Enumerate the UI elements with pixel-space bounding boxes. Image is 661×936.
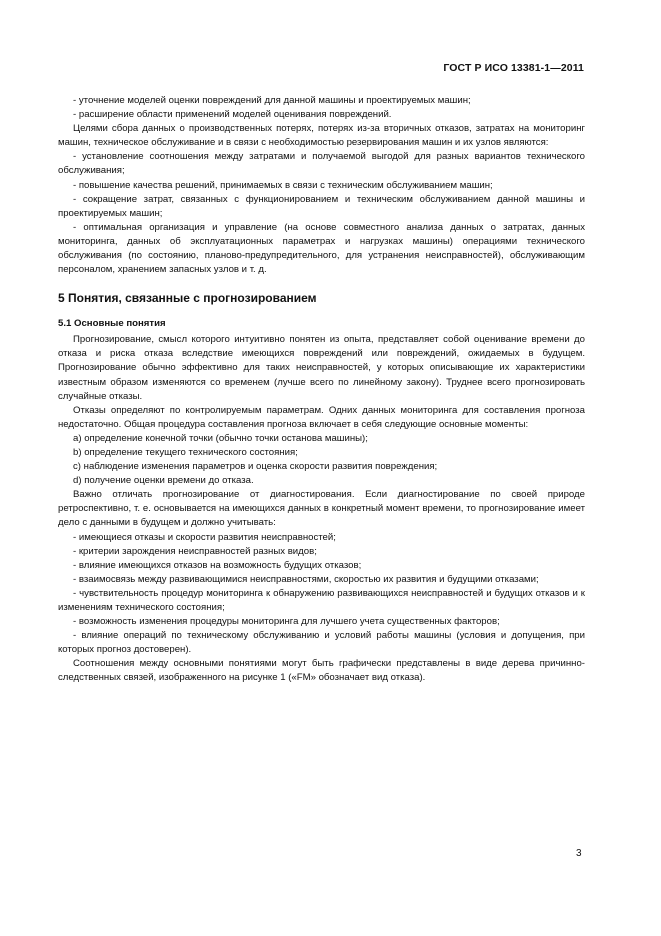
page-content [58,94,585,686]
list-item: a) определение конечной точки (обычно точки останова машины); [73,432,368,444]
list-item: - чувствительность процедур мониторинга к обнаружению развивающихся неисправностей и будущих отказов и к изменениям технического состояния; [58,587,585,613]
paragraph: Соотношения между основными понятиями могут быть графически представлены в виде дерева причинно-следственных связей, изображенного на рисунке 1 («FM» обозначает вид отказа). [58,658,585,684]
paragraph: Отказы определяют по контролируемым параметрам. Одних данных мониторинга для составления прогноза недостаточно. Общая процедура составления прогноза включает в себя следующие основные моменты: [58,404,585,430]
list-item: - возможность изменения процедуры мониторинга для лучшего учета существенных факторов; [73,616,500,628]
paragraph: Целями сбора данных о производственных потерях, потерях из-за вторичных отказов, затратах на мониторинг машин, техническое обслуживание и в связи с необходимостью резервирования машин и их узлов являются: [58,123,585,149]
section-heading: 5 Понятия, связанные с прогнозированием [58,291,317,306]
list-item: b) определение текущего технического состояния; [73,446,298,458]
page-number: 3 [576,848,582,859]
list-item: - сокращение затрат, связанных с функционированием и техническим обслуживанием данной машины и проектируемых машин; [58,193,585,219]
list-item: - уточнение моделей оценки повреждений для данной машины и проектируемых машин; [73,95,471,106]
list-item: - расширение области применений моделей оценивания повреждений. [73,109,392,121]
list-item: - оптимальная организация и управление (на основе совместного анализа данных о затратах, данных мониторинга, данных об эксплуатационных параметрах и нагрузках машины) операциями технического обслуживания (по состоянию, планово-предупредительного, для устранения неисправностей), обслуживающим персоналом, хранением запасных узлов и т. д. [58,221,585,276]
subsection-heading: 5.1 Основные понятия [58,318,166,330]
list-item: c) наблюдение изменения параметров и оценка скорости развития повреждения; [73,461,438,473]
list-item: - установление соотношения между затратами и получаемой выгодой для разных вариантов технического обслуживания; [58,151,585,177]
paragraph: Прогнозирование, смысл которого интуитивно понятен из опыта, представляет собой оценивание времени до отказа и риска отказа вследствие имеющихся повреждений или повреждений, ожидаемых в будущем. Прогнозирование обычно эффективно для таких неисправностей, у которых описывающие их характеристики известным образом изменяются со временем (лучше всего по линейному закону). Труднее всего прогнозировать случайные отказы. [58,334,585,402]
paragraph: Важно отличать прогнозирование от диагностирования. Если диагностирование по своей природе ретроспективно, т. е. основывается на имеющихся данных в конкретный момент времени, то прогнозирование имеет дело с данными в будущем и должно учитывать: [58,489,585,529]
list-item: - имеющиеся отказы и скорости развития неисправностей; [73,531,336,543]
document-code-header: ГОСТ Р ИСО 13381-1—2011 [443,62,584,74]
list-item: - критерии зарождения неисправностей разных видов; [73,545,317,557]
list-item: - влияние имеющихся отказов на возможность будущих отказов; [73,559,362,571]
list-item: - взаимосвязь между развивающимися неисправностями, скоростью их развития и будущими отказами; [73,573,539,585]
list-item: - влияние операций по техническому обслуживанию и условий работы машины (условия и допущения, при которых прогноз достоверен). [58,630,585,656]
list-item: - повышение качества решений, принимаемых в связи с техническим обслуживанием машин; [73,179,493,191]
list-item: d) получение оценки времени до отказа. [73,475,254,487]
